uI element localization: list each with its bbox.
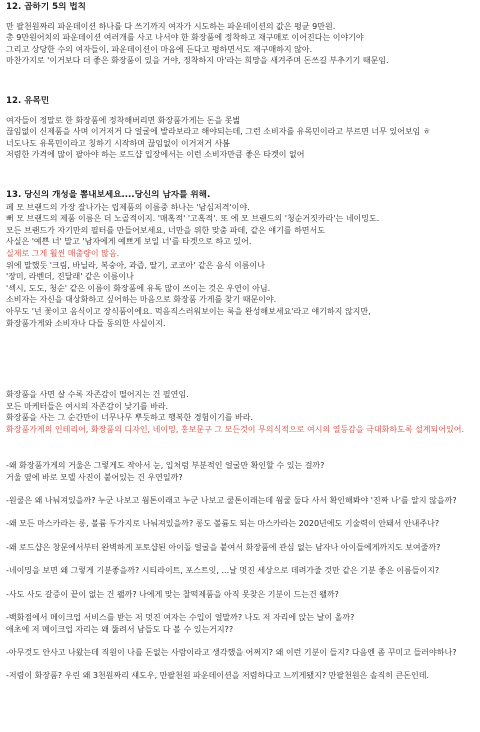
paragraph-line: 너도나도 유목민이라고 칭하기 시작하며 끊임없이 이거저거 사봄 [6, 138, 230, 148]
highlighted-line: 화장품가게의 인테리어, 화장품의 디자인, 네이밍, 홍보문구 그 모든것이 무의식적으로 여시의 열등감을 극대화하도록 설계되어있어. [6, 424, 464, 434]
paragraph-line: 위에 말했듯 '크림, 바닐라, 복숭아, 과즙, 딸기, 코코아' 같은 음식 이름이나 [6, 260, 265, 270]
paragraph-line: 여자들이 정말로 한 화장품에 정착해버리면 화장품가게는 돈을 못벎 [6, 115, 241, 125]
paragraph-line: 모든 마케터들은 여시의 자존감이 낮기를 바라. [6, 401, 169, 411]
paragraph-line: 끊임없이 신제품을 사며 이거저거 다 얼굴에 발라보라고 해야되는데, 그런 소비자를 유목민이라고 부르면 너무 있어보임 ㅎ [6, 127, 431, 137]
section-self-esteem [6, 389, 480, 435]
section-body [6, 202, 480, 330]
paragraph-line: 화장품을 사는 그 순간만이 너무나무 뿌듯하고 행복한 경험이기를 바라. [6, 413, 253, 423]
question-line: -아무것도 안사고 나왔는데 직원이 나를 돈없는 사람이라고 생각했을 어쩌지? 왜 이런 기분이 들지? 다음엔 좀 꾸미고 들러야하나? [6, 647, 457, 657]
question-list [6, 460, 480, 694]
paragraph-line: 마찬가지로 '이거보다 더 좋은 화장품이 있을 거야, 정착하지 마'라는 희망을 새겨주며 돈쓰길 부추기기 때문임. [6, 56, 389, 66]
section-nomads [6, 96, 480, 161]
paragraph-line: '장미, 라벤더, 진달래' 같은 이름이나 [6, 272, 134, 282]
paragraph-line: 모든 브랜드가 자기만의 필터를 만들어보세요, 너만을 위한 맞춤 파데, 같은 얘기를 하면서도 [6, 225, 325, 235]
paragraph-line: 사실은 '예쁜 너' 말고 '남자에게 예쁘게 보일 너'를 타겟으로 하고 있어. [6, 237, 252, 247]
question-line: -백화점에서 메이크업 서비스를 받는 저 멋진 여자는 수입이 얼말까? 나도 저 자리에 앉는 날이 올까? [6, 612, 355, 622]
question-line: -사도 사도 갈증이 끝이 없는 건 왤까? 나에게 맞는 찰떡제품을 아직 못찾은 기분이 드는건 왤까? [6, 589, 339, 599]
question-line: 애초에 저 메이크업 자리는 왜 뚫려서 남들도 다 볼 수 있는거지?? [6, 624, 234, 634]
question-line: 거울 옆에 바로 모델 사진이 붙어있는 건 우연일까? [6, 472, 183, 482]
section-title: 12. 곱하기 5의 법칙 [6, 2, 86, 12]
paragraph-line: 아무도 '넌 꽃이고 음식이고 장식품이에요. 먹음직스러워보이는 룩을 완성해보세요'라고 얘기하지 않지만, [6, 306, 371, 316]
question-line: -왜 로드샵은 창문에서부터 완벽하게 포토샵된 아이돌 얼굴을 붙여서 화장품에 관심 없는 남자나 아이들에게까지도 보여줄까? [6, 542, 441, 552]
paragraph-line: 만 팔천원짜리 파운데이션 하나를 다 쓰기까지 여자가 시도하는 파운데이션의 값은 평균 9만원. [6, 21, 336, 31]
paragraph-line: 뻐 모 브랜드의 제품 이름은 더 노골적이지. '매혹적' '고혹적'. 또 에 모 브랜드의 '청순거짓카라'는 네이밍도. [6, 214, 380, 224]
paragraph-line: 총 9만원어치의 파운데이션 여러개를 사고 나서야 한 화장품에 정착하고 재구매로 이어진다는 이야기야 [6, 33, 364, 43]
section-personality [6, 190, 480, 329]
question-item [6, 589, 480, 601]
paragraph-line: 페 모 브랜드의 가장 잘나가는 립제품의 이름중 하나는 '남심저격'이야. [6, 202, 250, 212]
section-title: 13. 당신의 개성을 뽐내보세요....당신의 남자를 위해. [6, 190, 211, 200]
section-body [6, 389, 480, 435]
paragraph-line: 화장품을 사면 살 수록 자존감이 떨어지는 건 필연임. [6, 390, 189, 399]
highlighted-line: 실제로 그게 훨씬 매출량이 많음. [6, 248, 120, 258]
paragraph-line: 소비자는 자신을 대상화하고 싶어하는 마음으로 화장품 가게를 찾기 때문이야. [6, 295, 277, 305]
question-item [6, 518, 480, 530]
question-line: -왜 화장품가게의 거울은 그렇게도 작아서 눈, 입처럼 부분적인 얼굴만 확인할 수 있는 걸까? [6, 461, 325, 470]
section-multiply-five [6, 2, 480, 67]
question-item [6, 495, 480, 507]
question-item [6, 647, 480, 659]
question-line: -저렴이 화장품? 우린 왜 3천원짜리 섀도우, 만팔천원 파운데이션을 저렴하다고 느끼게됐지? 만팔천원은 솔직히 큰돈인데. [6, 671, 430, 681]
question-item [6, 460, 480, 483]
section-title: 12. 유목민 [6, 96, 50, 106]
question-line: -원쿨은 왜 나눠져있을까? 누군 나보고 웜톤이래고 누군 나보고 쿨톤이래는데 웜쿨 둘다 사서 확인해봐야 '진짜 나'를 알지 않을까? [6, 495, 457, 505]
paragraph-line: 저렴한 가격에 많이 팔아야 하는 로드샵 입장에서는 이런 소비자만큼 좋은 타겟이 없어 [6, 150, 305, 160]
question-item [6, 670, 480, 682]
paragraph-line: '섹시, 도도, 청순' 같은 이름이 화장품에 유독 많이 쓰이는 것은 우연이 아님. [6, 283, 271, 293]
question-item [6, 565, 480, 577]
question-line: -네이밍을 보면 왜 그렇게 기분좋을까? 시티라이트, 포스트잇, ...날 멋진 세상으로 데려가줄 것만 같은 기분 좋은 이름들이지? [6, 566, 440, 576]
question-item [6, 542, 480, 554]
paragraph-line: 화장품가게와 소비자나 다들 동의한 사실이지. [6, 318, 166, 328]
question-line: -왜 모든 마스카라는 롱, 볼륨 두가지로 나눠져있을까? 롱도 볼륨도 되는 마스카라는 2020년에도 기술력이 안돼서 안내주나? [6, 519, 440, 529]
question-item [6, 612, 480, 635]
paragraph-line: 그리고 상당한 수의 여자들이, 파운데이션이 마음에 든다고 평하면서도 재구매하지 않아. [6, 44, 313, 54]
